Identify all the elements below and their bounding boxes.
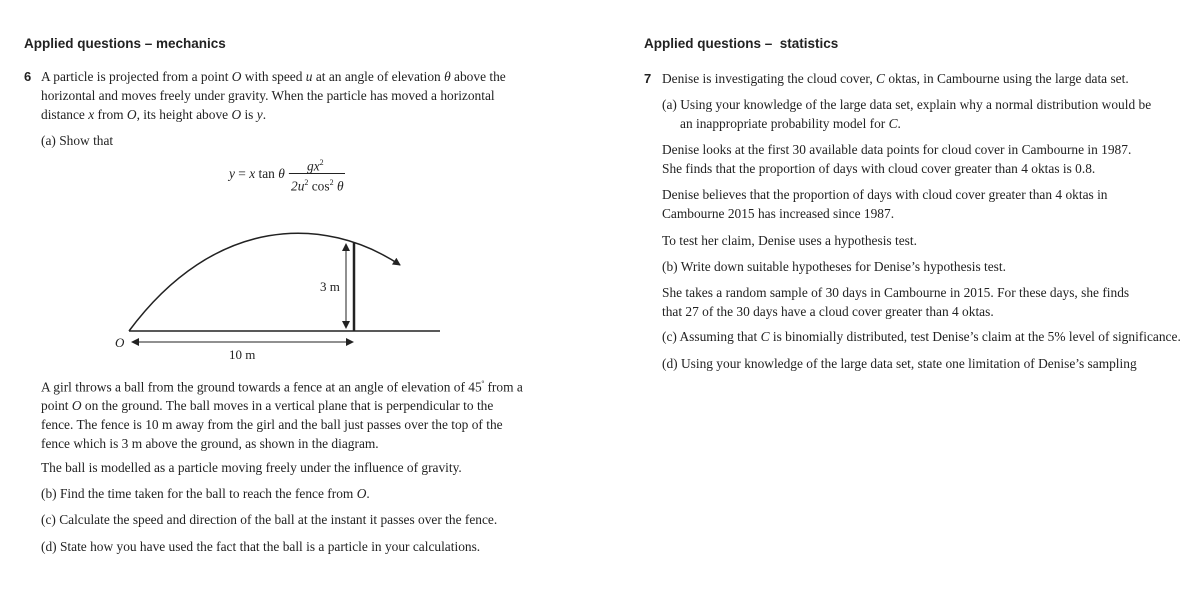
question-number-6: 6	[24, 69, 32, 84]
text: O	[231, 107, 242, 122]
text: above the horizontal and moves freely under gravity. When the particle has moved a horizontal distance	[41, 69, 506, 122]
question-number-7: 7	[644, 71, 652, 86]
text: C	[876, 71, 885, 86]
question-6-model: The ball is modelled as a particle moving freely under the influence of gravity.	[41, 460, 462, 475]
question-7-context-3: To test her claim, Denise uses a hypothesis test.	[662, 233, 917, 248]
formula-den-exponent-2: 2	[329, 178, 334, 187]
text: is binomially distributed, test Denise’s claim at the 5% level of significance.	[769, 329, 1181, 344]
formula-numerator: gx	[307, 158, 320, 174]
text: O	[231, 69, 242, 84]
question-7-context-1: Denise looks at the first 30 available data points for cloud cover in Cambourne in 1987. She finds that the proportion of days with cloud cover greater than 4 oktas is 0.8.	[662, 142, 1132, 176]
text: C	[888, 116, 898, 131]
formula-den-a: 2u	[291, 178, 305, 194]
question-6-part-d: (d) State how you have used the fact that the ball is a particle in your calculations.	[41, 539, 481, 554]
text: u	[305, 69, 313, 84]
origin-label: O	[115, 335, 125, 350]
text: (a) Using your knowledge of the large data set, explain why a normal distribution would be an inappropriate probability model for	[662, 97, 1152, 131]
text: , its height above	[136, 107, 232, 122]
text: y	[256, 107, 263, 122]
text: on the ground. The ball moves in a vertical plane that is perpendicular to the fence. The fence is 10 m away from the girl and the ball just passes over the top of the fence which is 3 m above the ground, as shown in the diagram.	[41, 398, 503, 452]
question-6-intro	[41, 67, 521, 124]
question-7-part-b: (b) Write down suitable hypotheses for Denise’s hypothesis test.	[662, 259, 1006, 274]
text: .	[262, 107, 267, 122]
question-7-intro	[662, 69, 1129, 88]
text: x	[88, 107, 95, 122]
text: O	[356, 486, 367, 501]
question-6-part-c: (c) Calculate the speed and direction of the ball at the instant it passes over the fence.	[41, 512, 498, 527]
mechanics-heading: Applied questions – mechanics	[24, 36, 226, 51]
text: O	[126, 107, 137, 122]
text: .	[897, 116, 901, 131]
text: oktas, in Cambourne using the large data set.	[884, 71, 1129, 86]
question-7-context-2: Denise believes that the proportion of days with cloud cover greater than 4 oktas in Cambourne 2015 has increased since 1987.	[662, 187, 1108, 221]
formula-den-cos: cos	[308, 178, 330, 194]
formula-num-exponent: 2	[319, 158, 324, 167]
degree-symbol: º	[481, 379, 485, 388]
trajectory-formula	[229, 156, 369, 196]
question-6-part-a: (a) Show that	[41, 133, 114, 148]
text: .	[366, 486, 370, 501]
text: at an angle of elevation	[312, 69, 445, 84]
formula-den-exponent: 2	[304, 178, 309, 187]
question-6-part-b	[41, 484, 370, 503]
formula-minus: −	[284, 166, 296, 181]
fence-height-label: 3 m	[320, 279, 340, 294]
formula-theta: θ	[278, 166, 285, 181]
question-7-part-c	[662, 327, 1181, 346]
formula-equals: =	[234, 166, 250, 181]
question-7-part-d: (d) Using your knowledge of the large data set, state one limitation of Denise’s sampling	[662, 356, 1137, 371]
text: A girl throws a ball from the ground towards a fence at an angle of elevation of 45	[41, 379, 482, 395]
formula-y: y	[229, 166, 235, 181]
question-6-context	[41, 374, 526, 453]
text: with speed	[241, 69, 306, 84]
trajectory-curve	[129, 233, 400, 331]
text: (c) Assuming that	[662, 329, 761, 344]
text: C	[760, 329, 770, 344]
projectile-diagram	[110, 220, 550, 370]
text: (b) Find the time taken for the ball to reach the fence from	[41, 486, 357, 501]
text: A particle is projected from a point	[41, 69, 232, 84]
formula-tan: tan	[255, 166, 279, 181]
text: O	[71, 398, 82, 414]
text: θ	[444, 69, 451, 84]
formula-x: x	[249, 166, 256, 181]
question-7-part-a	[662, 95, 1160, 133]
text: from a point	[41, 379, 523, 414]
distance-label: 10 m	[229, 347, 256, 362]
formula-den-theta: θ	[333, 178, 344, 194]
statistics-heading: Applied questions – statistics	[644, 36, 839, 51]
question-7-context-4: She takes a random sample of 30 days in Cambourne in 2015. For these days, she finds that 27 of the 30 days have a cloud cover greater than 4 oktas.	[662, 285, 1130, 319]
fraction-bar	[289, 173, 345, 174]
text: Denise is investigating the cloud cover,	[662, 71, 877, 86]
text: is	[241, 107, 257, 122]
text: from	[94, 107, 127, 122]
